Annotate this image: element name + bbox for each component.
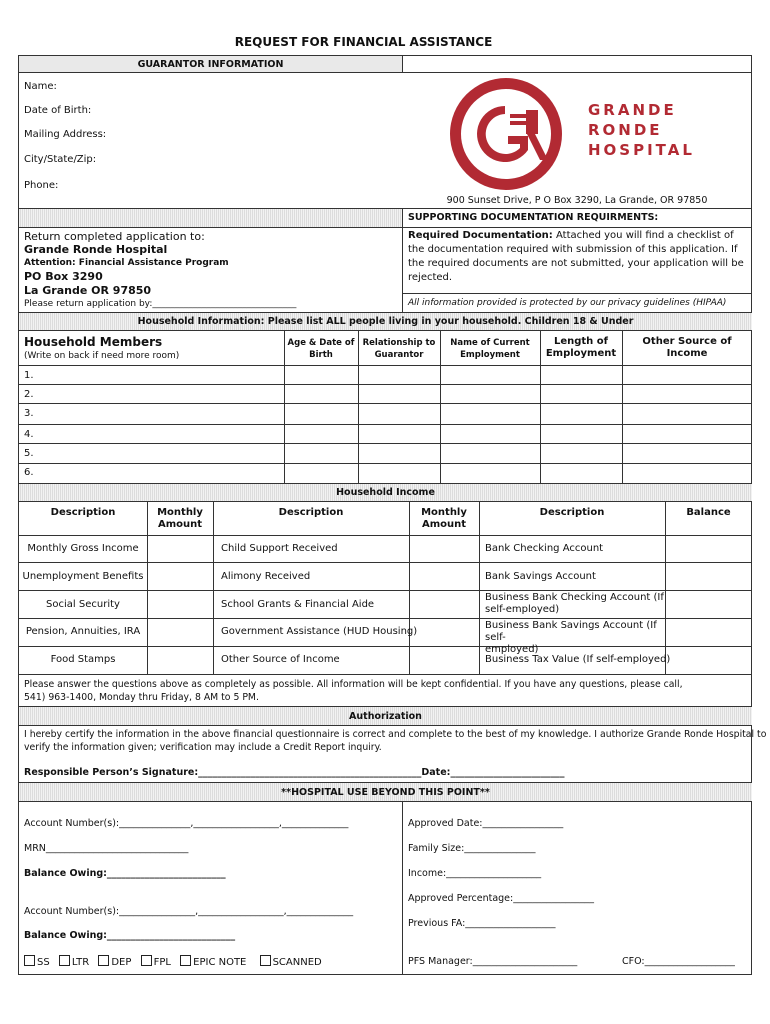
required-doc-line2: the documentation required with submission of this application. If <box>408 244 738 255</box>
income-field[interactable]: Income:____________________ <box>408 868 542 879</box>
account-numbers-2[interactable]: Account Number(s):________________,__________________,______________ <box>24 906 354 917</box>
business-savings: Business Bank Savings Account (If self- employed) <box>485 620 657 655</box>
family-size[interactable]: Family Size:_______________ <box>408 843 536 854</box>
return-city: La Grande OR 97850 <box>24 284 152 297</box>
bank-checking: Bank Checking Account <box>485 543 604 554</box>
income-gov-assistance: Government Assistance (HUD Housing) <box>221 626 418 637</box>
contact-note-2: 541) 963-1400, Monday thru Friday, 8 AM to 5 PM. <box>24 692 259 703</box>
auth-header: Authorization <box>349 711 422 722</box>
income-desc-3: Description <box>539 507 605 518</box>
income-alimony: Alimony Received <box>221 571 311 582</box>
logo-mark-icon <box>448 76 568 194</box>
household-row-3[interactable]: 3. <box>24 408 34 419</box>
hospital-logo <box>448 76 708 196</box>
income-school-grants: School Grants & Financial Aide <box>221 599 375 610</box>
income-unemployment: Unemployment Benefits <box>22 571 144 582</box>
col-relationship: Relationship to Guarantor <box>362 338 436 360</box>
required-doc-text: Attached you will find a checklist of <box>552 230 734 241</box>
household-members-note: (Write on back if need more room) <box>24 351 180 361</box>
pfs-manager[interactable]: PFS Manager:______________________ <box>408 956 578 967</box>
checkbox-dep[interactable]: DEP <box>98 957 131 968</box>
col-age: Age & Date of Birth <box>287 338 355 360</box>
income-monthly-1: Monthly Amount <box>157 507 203 530</box>
approved-percentage[interactable]: Approved Percentage:_________________ <box>408 893 594 904</box>
bank-savings: Bank Savings Account <box>485 571 596 582</box>
required-doc-line3: the required documents are not submitted, your application will be <box>408 258 744 269</box>
name-label[interactable]: Name: <box>24 81 57 92</box>
household-row-4[interactable]: 4. <box>24 429 34 440</box>
return-hospital: Grande Ronde Hospital <box>24 243 168 256</box>
logo-line2: RONDE <box>588 121 663 139</box>
return-po: PO Box 3290 <box>24 270 103 283</box>
phone-label[interactable]: Phone: <box>24 180 59 191</box>
auth-line1: I hereby certify the information in the above financial questionnaire is correct and complete to the best of my knowledge. I authorize Grande Ronde Hospital to <box>24 729 767 740</box>
required-doc-label: Required Documentation: <box>408 230 553 241</box>
col-length: Length of Employment <box>545 336 617 359</box>
business-tax-value: Business Tax Value (If self-employed) <box>485 654 671 665</box>
signature-line[interactable]: Responsible Person’s Signature:_______________________________________________Date:________________________ <box>24 767 565 778</box>
income-social-security: Social Security <box>46 599 120 610</box>
guarantor-header: GUARANTOR INFORMATION <box>137 59 284 70</box>
col-employment: Name of Current Employment <box>450 338 530 360</box>
cfo-field[interactable]: CFO:___________________ <box>622 956 735 967</box>
privacy-note: All information provided is protected by our privacy guidelines (HIPAA) <box>408 298 727 308</box>
contact-note-1: Please answer the questions above as completely as possible. All information will be kept confidential. If you have any questions, please call, <box>24 679 683 690</box>
hospital-use-header: **HOSPITAL USE BEYOND THIS POINT** <box>281 787 490 798</box>
balance-owing-1[interactable]: Balance Owing:_________________________ <box>24 868 226 879</box>
auth-line2: verify the information given; verification may include a Credit Report inquiry. <box>24 742 382 753</box>
business-checking: Business Bank Checking Account (If self-employed) <box>485 592 664 615</box>
household-members-title: Household Members <box>24 335 163 349</box>
logo-line3: HOSPITAL <box>588 141 695 159</box>
approved-date[interactable]: Approved Date:_________________ <box>408 818 564 829</box>
city-label[interactable]: City/State/Zip: <box>24 154 97 165</box>
balance-owing-2[interactable]: Balance Owing:___________________________ <box>24 930 236 941</box>
income-desc-1: Description <box>50 507 116 518</box>
required-doc-line4: rejected. <box>408 272 453 283</box>
checkbox-ltr[interactable]: LTR <box>59 957 89 968</box>
dob-label[interactable]: Date of Birth: <box>24 105 92 116</box>
col-other-source: Other Source of Income <box>642 336 732 359</box>
checkbox-fpl[interactable]: FPL <box>141 957 171 968</box>
income-desc-2: Description <box>278 507 344 518</box>
previous-fa[interactable]: Previous FA:___________________ <box>408 918 556 929</box>
income-gross: Monthly Gross Income <box>27 543 139 554</box>
mrn-field[interactable]: MRN______________________________ <box>24 843 189 854</box>
checkbox-ss[interactable]: SS <box>24 957 50 968</box>
checkbox-scanned[interactable]: SCANNED <box>260 957 322 968</box>
income-monthly-2: Monthly Amount <box>421 507 467 530</box>
income-child-support: Child Support Received <box>221 543 338 554</box>
household-row-5[interactable]: 5. <box>24 448 34 459</box>
household-row-1[interactable]: 1. <box>24 370 34 381</box>
income-food-stamps: Food Stamps <box>50 654 116 665</box>
income-other-source: Other Source of Income <box>221 654 340 665</box>
return-by[interactable]: Please return application by:________________________________ <box>24 299 297 309</box>
page-title: REQUEST FOR FINANCIAL ASSISTANCE <box>234 35 493 49</box>
household-row-2[interactable]: 2. <box>24 389 34 400</box>
return-heading: Return completed application to: <box>24 230 205 243</box>
income-balance: Balance <box>686 507 731 518</box>
supporting-header: SUPPORTING DOCUMENTATION REQUIRMENTS: <box>408 212 659 223</box>
logo-line1: GRANDE <box>588 101 677 119</box>
account-numbers-1[interactable]: Account Number(s):_______________,__________________,______________ <box>24 818 349 829</box>
return-attention: Attention: Financial Assistance Program <box>24 258 229 268</box>
checkbox-epic-note[interactable]: EPIC NOTE <box>180 957 246 968</box>
checkbox-row <box>24 955 322 969</box>
hospital-address: 900 Sunset Drive, P O Box 3290, La Grande, OR 97850 <box>446 195 708 206</box>
income-pension: Pension, Annuities, IRA <box>25 626 141 637</box>
income-header: Household Income <box>336 487 435 498</box>
household-header: Household Information: Please list ALL people living in your household. Children 18 & Under <box>137 316 634 327</box>
mailing-label[interactable]: Mailing Address: <box>24 129 107 140</box>
household-row-6[interactable]: 6. <box>24 467 34 478</box>
